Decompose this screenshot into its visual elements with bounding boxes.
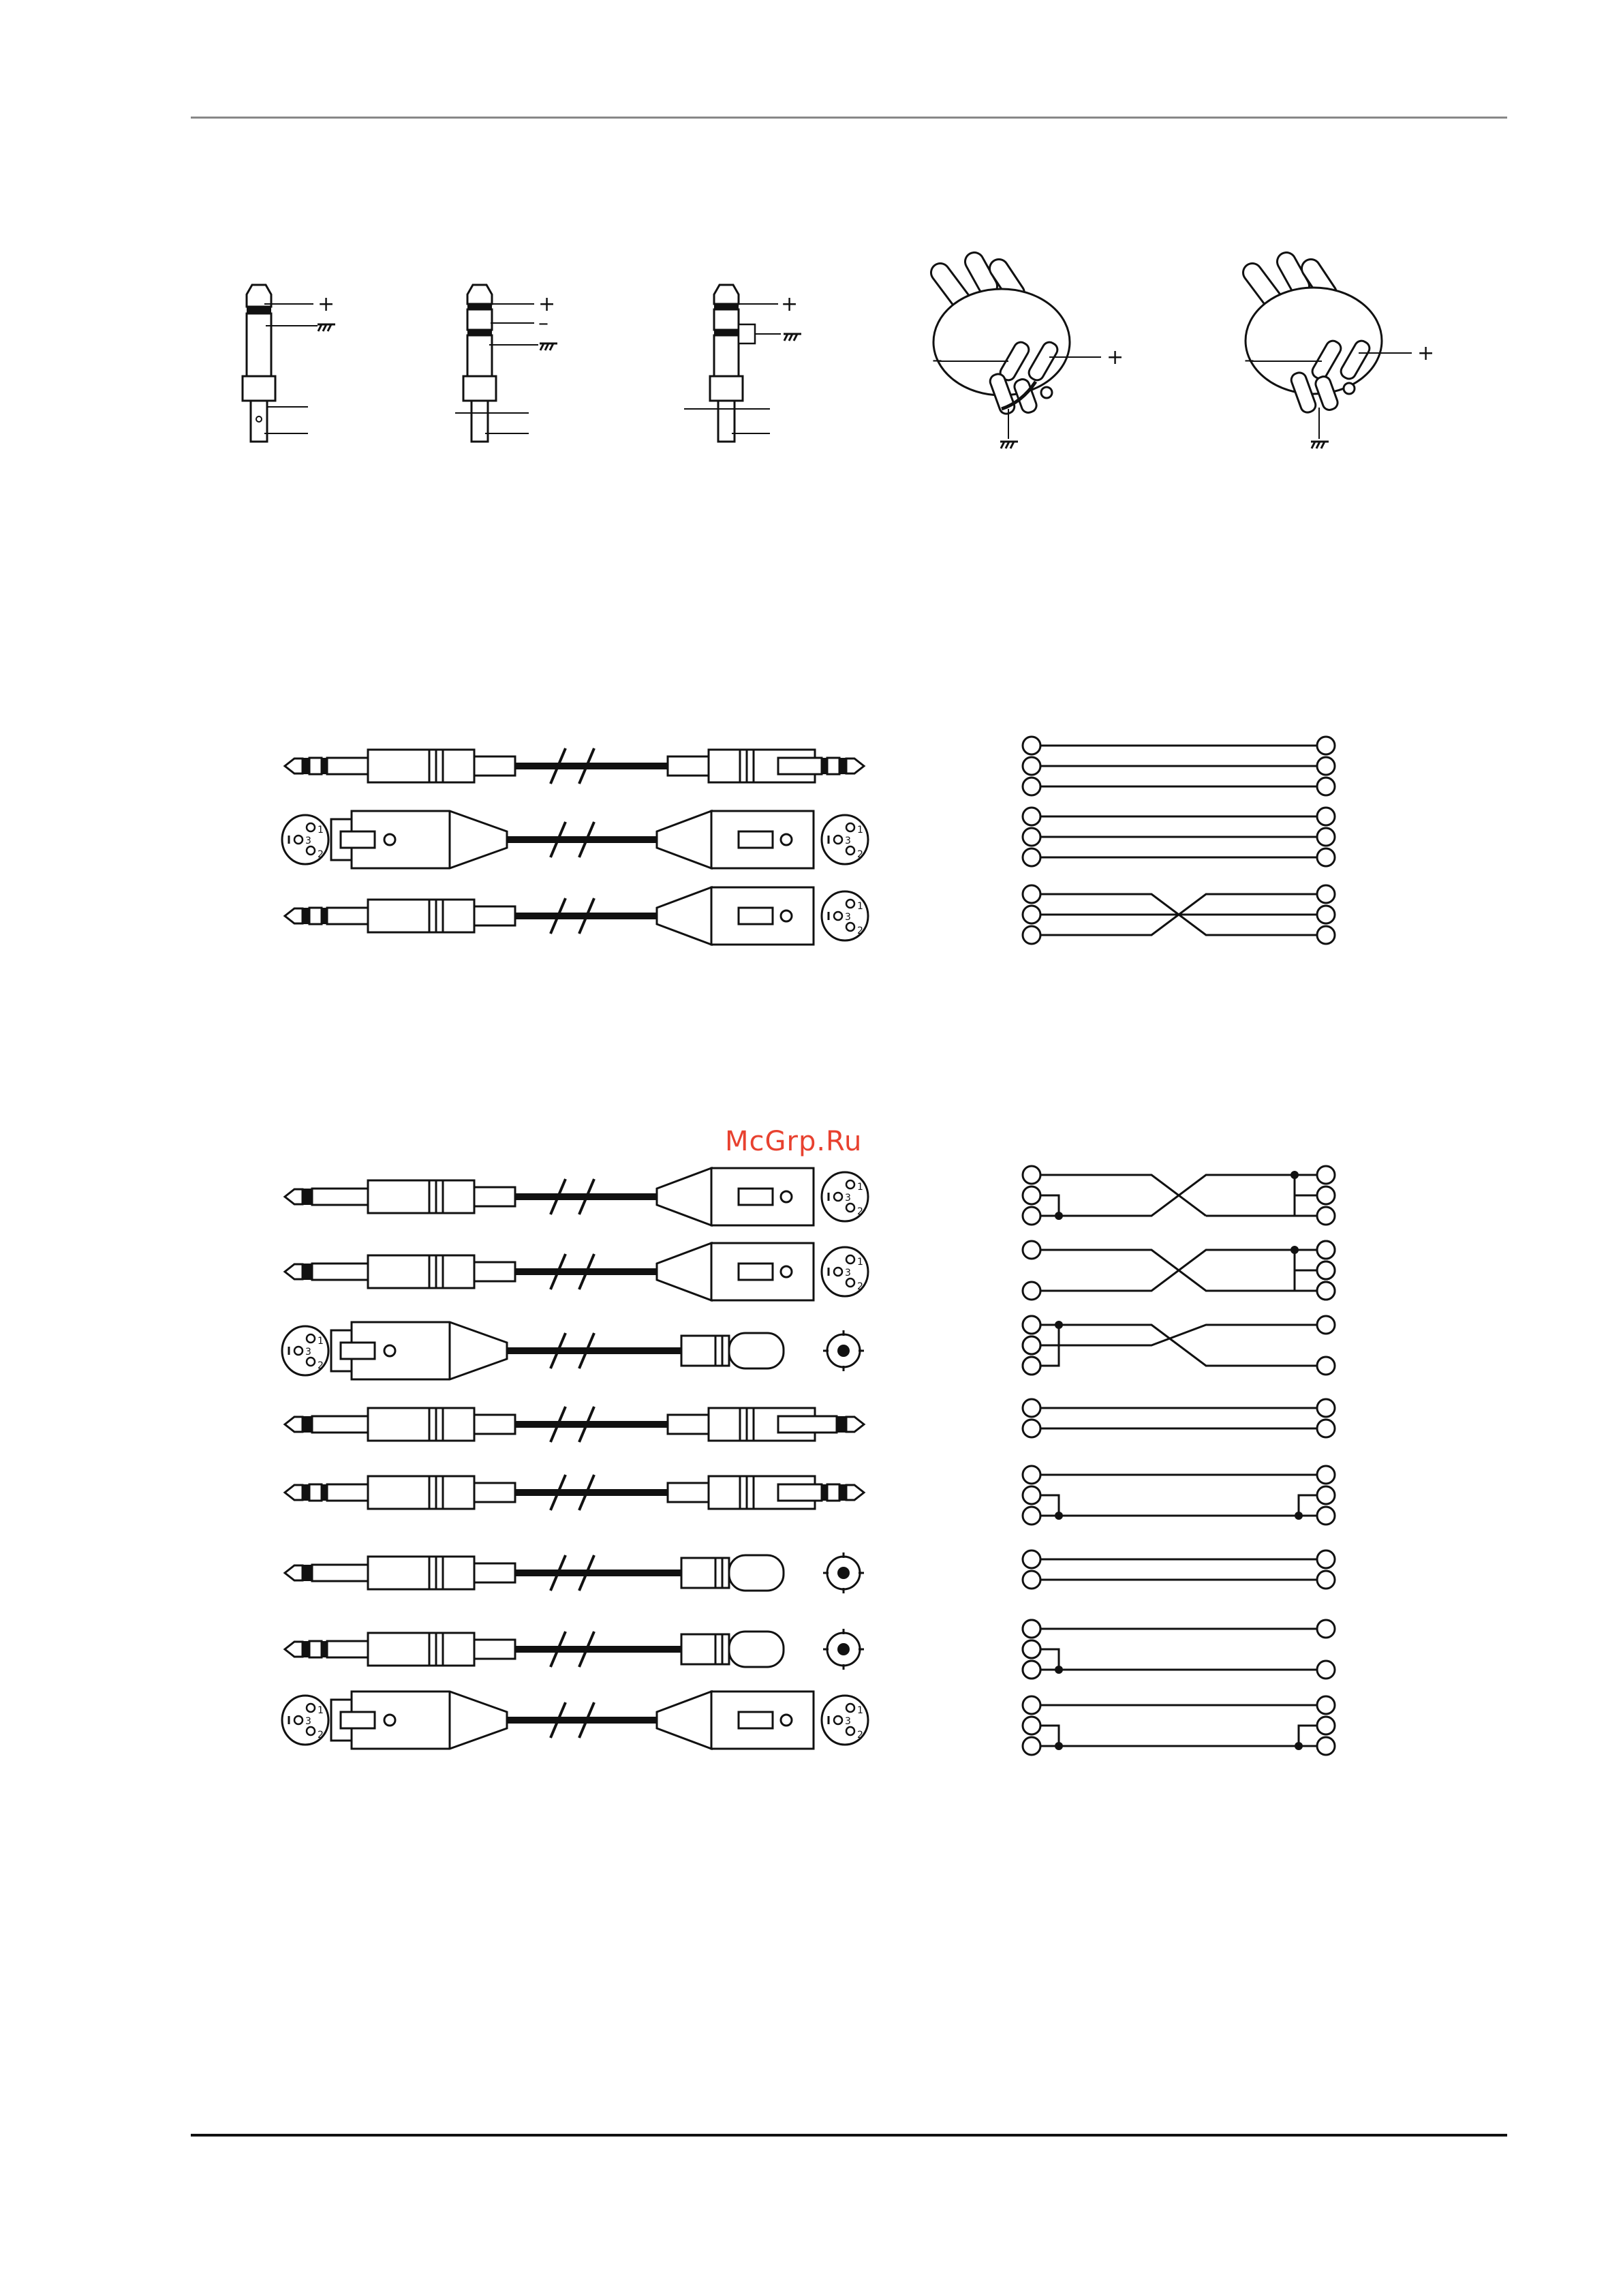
- terminal: [1317, 828, 1335, 846]
- xlr-pin-label: 1: [318, 1705, 324, 1716]
- terminal: [1317, 1282, 1335, 1300]
- terminal: [1023, 1187, 1040, 1204]
- plug-diagram-bridged: [684, 285, 801, 442]
- xlr-pin-label: 1: [857, 1257, 863, 1268]
- wiring-straight-2: [1023, 1399, 1335, 1437]
- junction-dot: [1055, 1512, 1063, 1520]
- cable-ts-to-xlr-male: [285, 1243, 868, 1300]
- terminal: [1317, 1466, 1335, 1484]
- ts-tip: [285, 1565, 371, 1581]
- xlr-pin-label: 2: [857, 1730, 863, 1741]
- terminal: [1023, 1241, 1040, 1259]
- xlr-pin-label: 2: [857, 849, 863, 860]
- terminal: [1023, 885, 1040, 903]
- terminal: [1023, 926, 1040, 944]
- xlr-pin-label: 2: [318, 1730, 324, 1741]
- xlr-female-body: [331, 1692, 507, 1749]
- terminal: [1317, 1261, 1335, 1279]
- plug-diagram-mono: [243, 285, 335, 442]
- cable-trs-to-xlr-male: [285, 887, 868, 945]
- cable-ts-to-ts: [285, 1407, 864, 1442]
- terminal: [1317, 1207, 1335, 1225]
- label-plus: +: [538, 292, 556, 316]
- trs-tip: [778, 1484, 864, 1501]
- trs-tip: [285, 758, 371, 774]
- terminal: [1023, 906, 1040, 923]
- wiring-bridged-both: [1023, 1466, 1335, 1525]
- ts-tip: [778, 1416, 864, 1433]
- terminal: [1023, 1420, 1040, 1437]
- jack-body: [368, 1255, 515, 1288]
- cable-xlr-female-to-rca: [282, 1322, 864, 1379]
- terminal: [1317, 1187, 1335, 1204]
- cable-xlr-female-to-xlr-male: [282, 1692, 868, 1749]
- xlr-pin-label: 3: [845, 1716, 851, 1727]
- wiring-bridged-both: [1023, 1696, 1335, 1755]
- terminal: [1023, 757, 1040, 775]
- section1-cables: [282, 748, 868, 945]
- terminal: [1317, 737, 1335, 754]
- xlr-pin-label: 3: [845, 912, 851, 923]
- junction-dot: [1055, 1742, 1063, 1750]
- xlr-pin-label: 2: [857, 1206, 863, 1217]
- terminal: [1317, 926, 1335, 944]
- terminal: [1023, 1486, 1040, 1504]
- wiring-crossed-bridged-right: [1023, 1166, 1335, 1225]
- xlr-pin-label: 3: [305, 1347, 311, 1358]
- rca-face: [823, 1552, 864, 1593]
- xlr-plug-diagram-1: [932, 262, 1124, 448]
- jack-body: [368, 1633, 515, 1666]
- xlr-male-body: [657, 811, 814, 868]
- xlr-plug-diagram-2: [1244, 262, 1434, 448]
- terminal: [1023, 1737, 1040, 1755]
- junction-dot: [1290, 1171, 1299, 1179]
- terminal: [1317, 1571, 1335, 1589]
- watermark-text: McGrp.Ru: [725, 1126, 863, 1157]
- terminal: [1023, 737, 1040, 754]
- xlr-pin-label: 2: [857, 925, 863, 936]
- terminal: [1023, 1336, 1040, 1354]
- junction-dot: [1290, 1246, 1299, 1254]
- rca-face: [823, 1330, 864, 1371]
- jack-body: [368, 750, 515, 782]
- xlr-male-body: [657, 1692, 814, 1749]
- xlr-pin-label: 3: [845, 836, 851, 846]
- wiring-crossed-3: [1023, 885, 1335, 944]
- terminal: [1023, 1399, 1040, 1417]
- terminal: [1317, 1737, 1335, 1755]
- cable-trs-to-trs: [285, 748, 864, 784]
- terminal: [1023, 1620, 1040, 1638]
- xlr-pin-label: 1: [857, 825, 863, 836]
- cable-trs-to-rca: [285, 1629, 864, 1670]
- terminal: [1023, 1640, 1040, 1658]
- terminal: [1023, 1282, 1040, 1300]
- terminal: [1317, 906, 1335, 923]
- plug-diagram-balanced: [455, 285, 557, 442]
- label-minus: –: [932, 348, 942, 372]
- xlr-pin-label: 3: [305, 1716, 311, 1727]
- terminal: [1023, 778, 1040, 795]
- label-minus: –: [1244, 348, 1254, 372]
- terminal: [1317, 757, 1335, 775]
- terminal: [1317, 1241, 1335, 1259]
- terminal: [1023, 1466, 1040, 1484]
- jack-body: [368, 900, 515, 932]
- cable-ts-to-rca: [285, 1552, 864, 1593]
- terminal: [1317, 808, 1335, 825]
- trs-tip: [285, 1484, 371, 1501]
- terminal: [1317, 1166, 1335, 1184]
- wiring-bridged-crossed: [1023, 1316, 1335, 1375]
- wiring-straight-2: [1023, 1550, 1335, 1589]
- ts-tip: [285, 1264, 371, 1280]
- jack-body: [368, 1408, 515, 1441]
- terminal: [1023, 1571, 1040, 1589]
- xlr-pin-label: 2: [857, 1281, 863, 1292]
- jack-body: [368, 1557, 515, 1589]
- wiring-straight-3: [1023, 808, 1335, 866]
- label-plus: +: [1417, 341, 1435, 365]
- ts-tip: [285, 1189, 371, 1205]
- xlr-male-body: [657, 1243, 814, 1300]
- terminal: [1023, 1166, 1040, 1184]
- terminal: [1317, 1620, 1335, 1638]
- cable-xlr-female-to-xlr-male: [282, 811, 868, 868]
- section2-cables: [282, 1168, 868, 1749]
- trs-tip: [285, 908, 371, 924]
- terminal: [1317, 778, 1335, 795]
- terminal: [1023, 1207, 1040, 1225]
- xlr-female-body: [331, 811, 507, 868]
- terminal: [1023, 1507, 1040, 1525]
- wiring-straight-3: [1023, 737, 1335, 795]
- cable-ts-to-xlr-male: [285, 1168, 868, 1225]
- xlr-pin-label: 2: [318, 1360, 324, 1371]
- terminal: [1023, 828, 1040, 846]
- ts-tip: [285, 1416, 371, 1433]
- xlr-pin-label: 1: [857, 1705, 863, 1716]
- terminal: [1317, 1357, 1335, 1375]
- wiring-crossed-bridged: [1023, 1241, 1335, 1300]
- section1-wiring: [1023, 737, 1335, 944]
- xlr-pin-label: 3: [845, 1268, 851, 1279]
- jack-body: [368, 1476, 515, 1509]
- terminal: [1317, 1661, 1335, 1679]
- terminal: [1317, 1486, 1335, 1504]
- terminal: [1317, 1399, 1335, 1417]
- terminal: [1023, 1661, 1040, 1679]
- xlr-male-body: [657, 1168, 814, 1225]
- cable-trs-to-trs: [285, 1475, 864, 1510]
- xlr-pin-label: 1: [318, 1336, 324, 1347]
- xlr-pin-label: 1: [857, 1182, 863, 1193]
- terminal: [1023, 808, 1040, 825]
- rca-body: [681, 1333, 784, 1368]
- trs-tip: [285, 1641, 371, 1657]
- xlr-male-body: [657, 887, 814, 945]
- junction-dot: [1295, 1512, 1303, 1520]
- wiring-bridged-left: [1023, 1620, 1335, 1679]
- terminal: [1023, 1357, 1040, 1375]
- terminal: [1317, 1316, 1335, 1334]
- label-plus: +: [1107, 346, 1124, 369]
- trs-tip: [778, 758, 864, 774]
- terminal: [1317, 1507, 1335, 1525]
- terminal: [1023, 1717, 1040, 1734]
- section2-wiring: [1023, 1166, 1335, 1755]
- rca-face: [823, 1629, 864, 1670]
- terminal: [1023, 1316, 1040, 1334]
- xlr-female-body: [331, 1322, 507, 1379]
- terminal: [1317, 1717, 1335, 1734]
- label-minus: –: [538, 311, 548, 335]
- label-plus: +: [318, 292, 335, 316]
- jack-body: [368, 1180, 515, 1213]
- rca-body: [681, 1632, 784, 1667]
- junction-dot: [1055, 1666, 1063, 1674]
- rca-body: [681, 1555, 784, 1591]
- xlr-pin-label: 3: [845, 1193, 851, 1204]
- label-plus: +: [781, 292, 799, 316]
- terminal: [1023, 848, 1040, 866]
- terminal: [1317, 1696, 1335, 1714]
- xlr-pin-label: 1: [857, 901, 863, 912]
- terminal: [1317, 885, 1335, 903]
- terminal: [1317, 1420, 1335, 1437]
- terminal: [1023, 1550, 1040, 1568]
- xlr-pin-label: 1: [318, 825, 324, 836]
- xlr-pin-label: 2: [318, 849, 324, 860]
- terminal: [1023, 1696, 1040, 1714]
- terminal: [1317, 848, 1335, 866]
- xlr-pin-label: 3: [305, 836, 311, 846]
- terminal: [1317, 1550, 1335, 1568]
- junction-dot: [1295, 1742, 1303, 1750]
